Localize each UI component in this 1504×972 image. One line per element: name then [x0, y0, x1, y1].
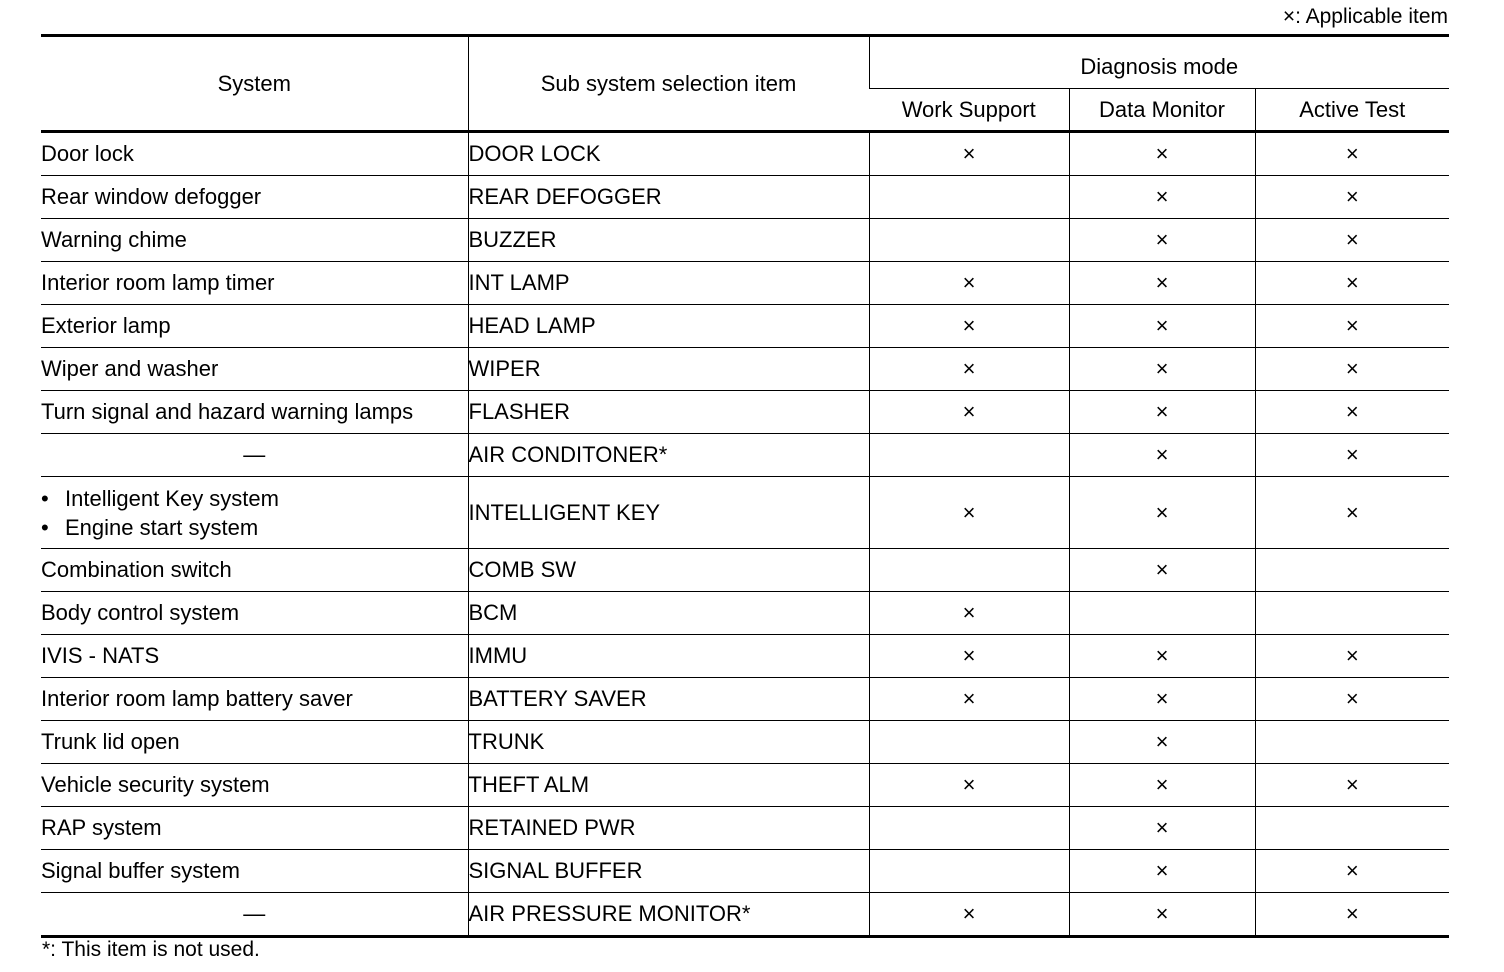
active-test-cell: [1255, 678, 1449, 721]
system-cell: —: [41, 893, 468, 937]
applicable-mark: ×: [1155, 313, 1169, 338]
active-test-cell: [1255, 262, 1449, 305]
applicable-mark: ×: [1155, 901, 1169, 926]
system-cell: Trunk lid open: [41, 721, 468, 764]
sub-system-cell: THEFT ALM: [468, 764, 869, 807]
data-monitor-cell: [1069, 132, 1255, 176]
table-row: [41, 678, 1449, 721]
sub-system-cell: IMMU: [468, 635, 869, 678]
data-monitor-cell: [1069, 176, 1255, 219]
work-support-cell: [869, 132, 1069, 176]
work-support-cell: [869, 391, 1069, 434]
applicable-mark: ×: [962, 141, 976, 166]
applicable-mark: ×: [1155, 772, 1169, 797]
table-row: [41, 262, 1449, 305]
applicable-mark: ×: [1155, 729, 1169, 754]
header-sub-system: Sub system selection item: [468, 36, 869, 132]
data-monitor-cell: [1069, 391, 1255, 434]
data-monitor-cell: [1069, 219, 1255, 262]
data-monitor-cell: [1069, 635, 1255, 678]
system-bullet-item: • Intelligent Key system: [41, 484, 468, 513]
active-test-cell: [1255, 305, 1449, 348]
table-row: [41, 721, 1449, 764]
applicable-mark: ×: [1155, 141, 1169, 166]
table-row: [41, 764, 1449, 807]
data-monitor-cell: [1069, 434, 1255, 477]
applicable-mark: ×: [1345, 643, 1359, 668]
system-cell: Interior room lamp battery saver: [41, 678, 468, 721]
active-test-cell: [1255, 434, 1449, 477]
work-support-cell: [869, 721, 1069, 764]
sub-system-cell: DOOR LOCK: [468, 132, 869, 176]
applicable-mark: ×: [962, 499, 976, 525]
applicable-mark: ×: [1345, 270, 1359, 295]
data-monitor-cell: [1069, 262, 1255, 305]
work-support-cell: [869, 764, 1069, 807]
system-cell: —: [41, 434, 468, 477]
applicable-mark: ×: [962, 356, 976, 381]
work-support-cell: [869, 807, 1069, 850]
sub-system-cell: RETAINED PWR: [468, 807, 869, 850]
system-cell: Rear window defogger: [41, 176, 468, 219]
work-support-cell: [869, 176, 1069, 219]
active-test-cell: [1255, 850, 1449, 893]
legend-note: ×: Applicable item: [1282, 5, 1448, 28]
active-test-cell: [1255, 348, 1449, 391]
applicable-mark: ×: [1345, 141, 1359, 166]
applicable-mark: ×: [1155, 858, 1169, 883]
data-monitor-cell: [1069, 893, 1255, 937]
table-row: [41, 549, 1449, 592]
active-test-cell: [1255, 549, 1449, 592]
table-row: [41, 635, 1449, 678]
system-cell: Signal buffer system: [41, 850, 468, 893]
applicable-mark: ×: [1155, 815, 1169, 840]
applicable-mark: ×: [1345, 399, 1359, 424]
applicable-mark: ×: [1155, 399, 1169, 424]
table-row: [41, 348, 1449, 391]
header-data-monitor: Data Monitor: [1069, 89, 1255, 132]
applicable-mark: ×: [1345, 772, 1359, 797]
system-cell: Door lock: [41, 132, 468, 176]
data-monitor-cell: [1069, 678, 1255, 721]
sub-system-cell: AIR CONDITONER*: [468, 434, 869, 477]
applicable-mark: ×: [1155, 499, 1169, 525]
work-support-cell: [869, 219, 1069, 262]
system-cell: Vehicle security system: [41, 764, 468, 807]
applicable-mark: ×: [1155, 442, 1169, 467]
diagnosis-table: [41, 34, 1449, 938]
sub-system-cell: INTELLIGENT KEY: [468, 477, 869, 549]
table-row: [41, 219, 1449, 262]
table-row: [41, 305, 1449, 348]
work-support-cell: [869, 592, 1069, 635]
system-cell: Exterior lamp: [41, 305, 468, 348]
footnote: *: This item is not used.: [42, 938, 260, 961]
work-support-cell: [869, 434, 1069, 477]
applicable-mark: ×: [1155, 356, 1169, 381]
table-row: [41, 477, 1449, 549]
applicable-mark: ×: [962, 313, 976, 338]
applicable-mark: ×: [1155, 557, 1169, 582]
applicable-mark: ×: [962, 270, 976, 295]
applicable-mark: ×: [1155, 643, 1169, 668]
data-monitor-cell: [1069, 850, 1255, 893]
applicable-mark: ×: [962, 686, 976, 711]
data-monitor-cell: [1069, 592, 1255, 635]
sub-system-cell: INT LAMP: [468, 262, 869, 305]
sub-system-cell: FLASHER: [468, 391, 869, 434]
applicable-mark: ×: [1155, 184, 1169, 209]
work-support-cell: [869, 348, 1069, 391]
sub-system-cell: BUZZER: [468, 219, 869, 262]
work-support-cell: [869, 850, 1069, 893]
data-monitor-cell: [1069, 807, 1255, 850]
applicable-mark: ×: [1155, 686, 1169, 711]
table-row: [41, 893, 1449, 937]
active-test-cell: [1255, 893, 1449, 937]
active-test-cell: [1255, 721, 1449, 764]
sub-system-cell: AIR PRESSURE MONITOR*: [468, 893, 869, 937]
system-cell: Warning chime: [41, 219, 468, 262]
active-test-cell: [1255, 807, 1449, 850]
applicable-mark: ×: [1345, 858, 1359, 883]
system-cell: Combination switch: [41, 549, 468, 592]
work-support-cell: [869, 477, 1069, 549]
applicable-mark: ×: [1345, 313, 1359, 338]
applicable-mark: ×: [1345, 184, 1359, 209]
sub-system-cell: REAR DEFOGGER: [468, 176, 869, 219]
table-row: [41, 176, 1449, 219]
applicable-mark: ×: [1345, 227, 1359, 252]
data-monitor-cell: [1069, 721, 1255, 764]
applicable-mark: ×: [962, 643, 976, 668]
sub-system-cell: BCM: [468, 592, 869, 635]
data-monitor-cell: [1069, 348, 1255, 391]
active-test-cell: [1255, 132, 1449, 176]
active-test-cell: [1255, 219, 1449, 262]
table-row: [41, 434, 1449, 477]
applicable-mark: ×: [1345, 442, 1359, 467]
system-cell: [41, 477, 468, 549]
sub-system-cell: WIPER: [468, 348, 869, 391]
system-cell: IVIS - NATS: [41, 635, 468, 678]
applicable-mark: ×: [962, 772, 976, 797]
applicable-mark: ×: [1155, 270, 1169, 295]
table-row: [41, 592, 1449, 635]
active-test-cell: [1255, 391, 1449, 434]
data-monitor-cell: [1069, 764, 1255, 807]
sub-system-cell: COMB SW: [468, 549, 869, 592]
table-row: [41, 850, 1449, 893]
sub-system-cell: TRUNK: [468, 721, 869, 764]
table-row: [41, 807, 1449, 850]
header-system: System: [41, 36, 468, 132]
applicable-mark: ×: [1345, 686, 1359, 711]
work-support-cell: [869, 262, 1069, 305]
system-bullet-item: • Engine start system: [41, 513, 468, 542]
active-test-cell: [1255, 477, 1449, 549]
active-test-cell: [1255, 592, 1449, 635]
data-monitor-cell: [1069, 549, 1255, 592]
header-active-test: Active Test: [1255, 89, 1449, 132]
sub-system-cell: HEAD LAMP: [468, 305, 869, 348]
system-cell: Wiper and washer: [41, 348, 468, 391]
active-test-cell: [1255, 635, 1449, 678]
applicable-mark: ×: [962, 901, 976, 926]
work-support-cell: [869, 635, 1069, 678]
applicable-mark: ×: [1345, 901, 1359, 926]
system-cell: Interior room lamp timer: [41, 262, 468, 305]
work-support-cell: [869, 893, 1069, 937]
active-test-cell: [1255, 176, 1449, 219]
work-support-cell: [869, 678, 1069, 721]
table-row: [41, 391, 1449, 434]
system-cell: RAP system: [41, 807, 468, 850]
work-support-cell: [869, 305, 1069, 348]
applicable-mark: ×: [962, 399, 976, 424]
work-support-cell: [869, 549, 1069, 592]
table-body: [41, 132, 1449, 937]
data-monitor-cell: [1069, 305, 1255, 348]
header-work-support: Work Support: [869, 89, 1069, 132]
header-diagnosis-mode: Diagnosis mode: [869, 36, 1449, 89]
system-cell: Body control system: [41, 592, 468, 635]
sub-system-cell: BATTERY SAVER: [468, 678, 869, 721]
system-cell: Turn signal and hazard warning lamps: [41, 391, 468, 434]
active-test-cell: [1255, 764, 1449, 807]
table-row: [41, 132, 1449, 176]
applicable-mark: ×: [962, 600, 976, 625]
applicable-mark: ×: [1155, 227, 1169, 252]
applicable-mark: ×: [1345, 499, 1359, 525]
sub-system-cell: SIGNAL BUFFER: [468, 850, 869, 893]
data-monitor-cell: [1069, 477, 1255, 549]
applicable-mark: ×: [1345, 356, 1359, 381]
